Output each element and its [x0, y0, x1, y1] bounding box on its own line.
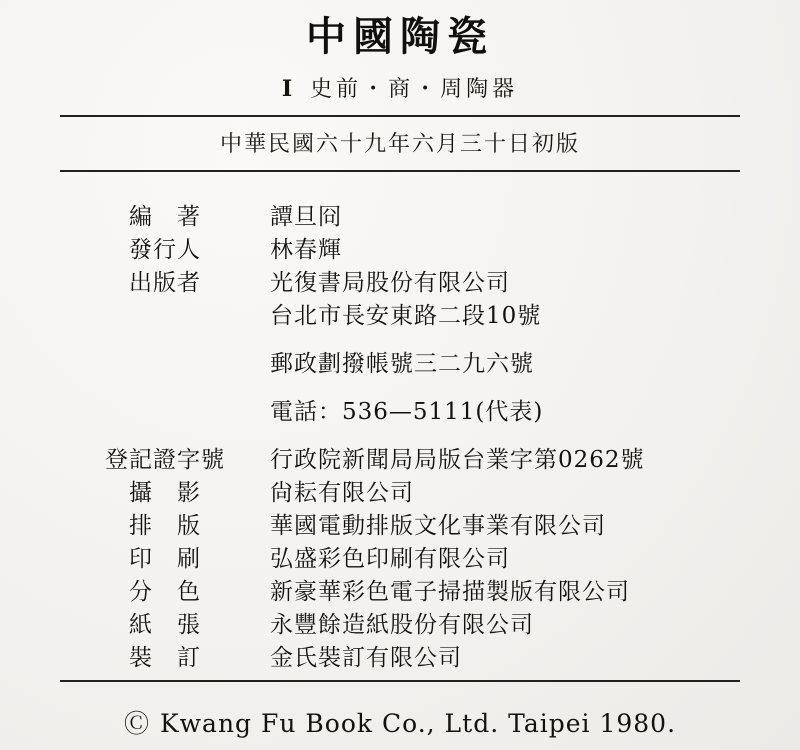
row-value: 行政院新聞局局版台業字第0262號 [270, 447, 645, 473]
table-row [60, 393, 740, 441]
table-row [60, 198, 740, 231]
title-rule-top [60, 115, 740, 117]
table-row [60, 345, 740, 393]
volume-number: Ⅰ [281, 76, 297, 102]
row-value: 弘盛彩色印刷有限公司 [270, 546, 510, 572]
edition-line: 中華民國六十九年六月三十日初版 [219, 132, 580, 157]
title-rule-bottom [60, 170, 740, 172]
table-row [60, 474, 740, 507]
table-row [60, 231, 740, 264]
row-label: 排 版 [129, 513, 201, 539]
row-value: 新豪華彩色電子掃描製版有限公司 [270, 579, 630, 605]
row-value: 電話：536—5111(代表) [270, 399, 544, 425]
page-title: 中國陶瓷 [306, 13, 494, 60]
footer-rule [60, 680, 740, 682]
table-row [60, 507, 740, 540]
row-label: 印 刷 [129, 546, 201, 572]
table-row [60, 573, 740, 606]
publisher-imprint: Kwang Fu Book Co., Ltd. Taipei 1980. [159, 709, 677, 738]
subtitle-line [60, 72, 740, 103]
table-row [60, 606, 740, 639]
row-value: 林春輝 [270, 237, 342, 263]
row-label: 出版者 [129, 270, 201, 296]
row-value: 金氏裝訂有限公司 [270, 645, 462, 671]
row-label: 編 著 [129, 204, 201, 230]
row-value: 台北市長安東路二段10號 [270, 303, 542, 329]
subtitle-text: 史前・商・周陶器 [310, 77, 519, 102]
row-value: 郵政劃撥帳號三二九六號 [270, 351, 534, 377]
row-label: 登記證字號 [105, 447, 225, 473]
copyright-icon: Ⓒ [123, 709, 150, 738]
table-row [60, 540, 740, 573]
row-value: 譚旦冏 [270, 204, 342, 230]
colophon-rows [60, 198, 740, 672]
colophon-table [60, 198, 740, 672]
table-row [60, 639, 740, 672]
row-label: 攝 影 [129, 480, 201, 506]
table-row [60, 297, 740, 345]
title-block [60, 0, 740, 158]
row-label: 裝 訂 [129, 645, 201, 671]
row-label: 紙 張 [129, 612, 201, 638]
row-value: 尙耘有限公司 [270, 480, 414, 506]
copyright-line [60, 704, 740, 740]
table-row [60, 441, 740, 474]
row-value: 華國電動排版文化事業有限公司 [270, 513, 606, 539]
row-value: 光復書局股份有限公司 [270, 270, 510, 296]
row-label [60, 393, 270, 441]
row-label [60, 345, 270, 393]
row-value: 永豐餘造紙股份有限公司 [270, 612, 534, 638]
row-label: 發行人 [129, 237, 201, 263]
row-label [60, 297, 270, 345]
table-row [60, 264, 740, 297]
row-label: 分 色 [129, 579, 201, 605]
